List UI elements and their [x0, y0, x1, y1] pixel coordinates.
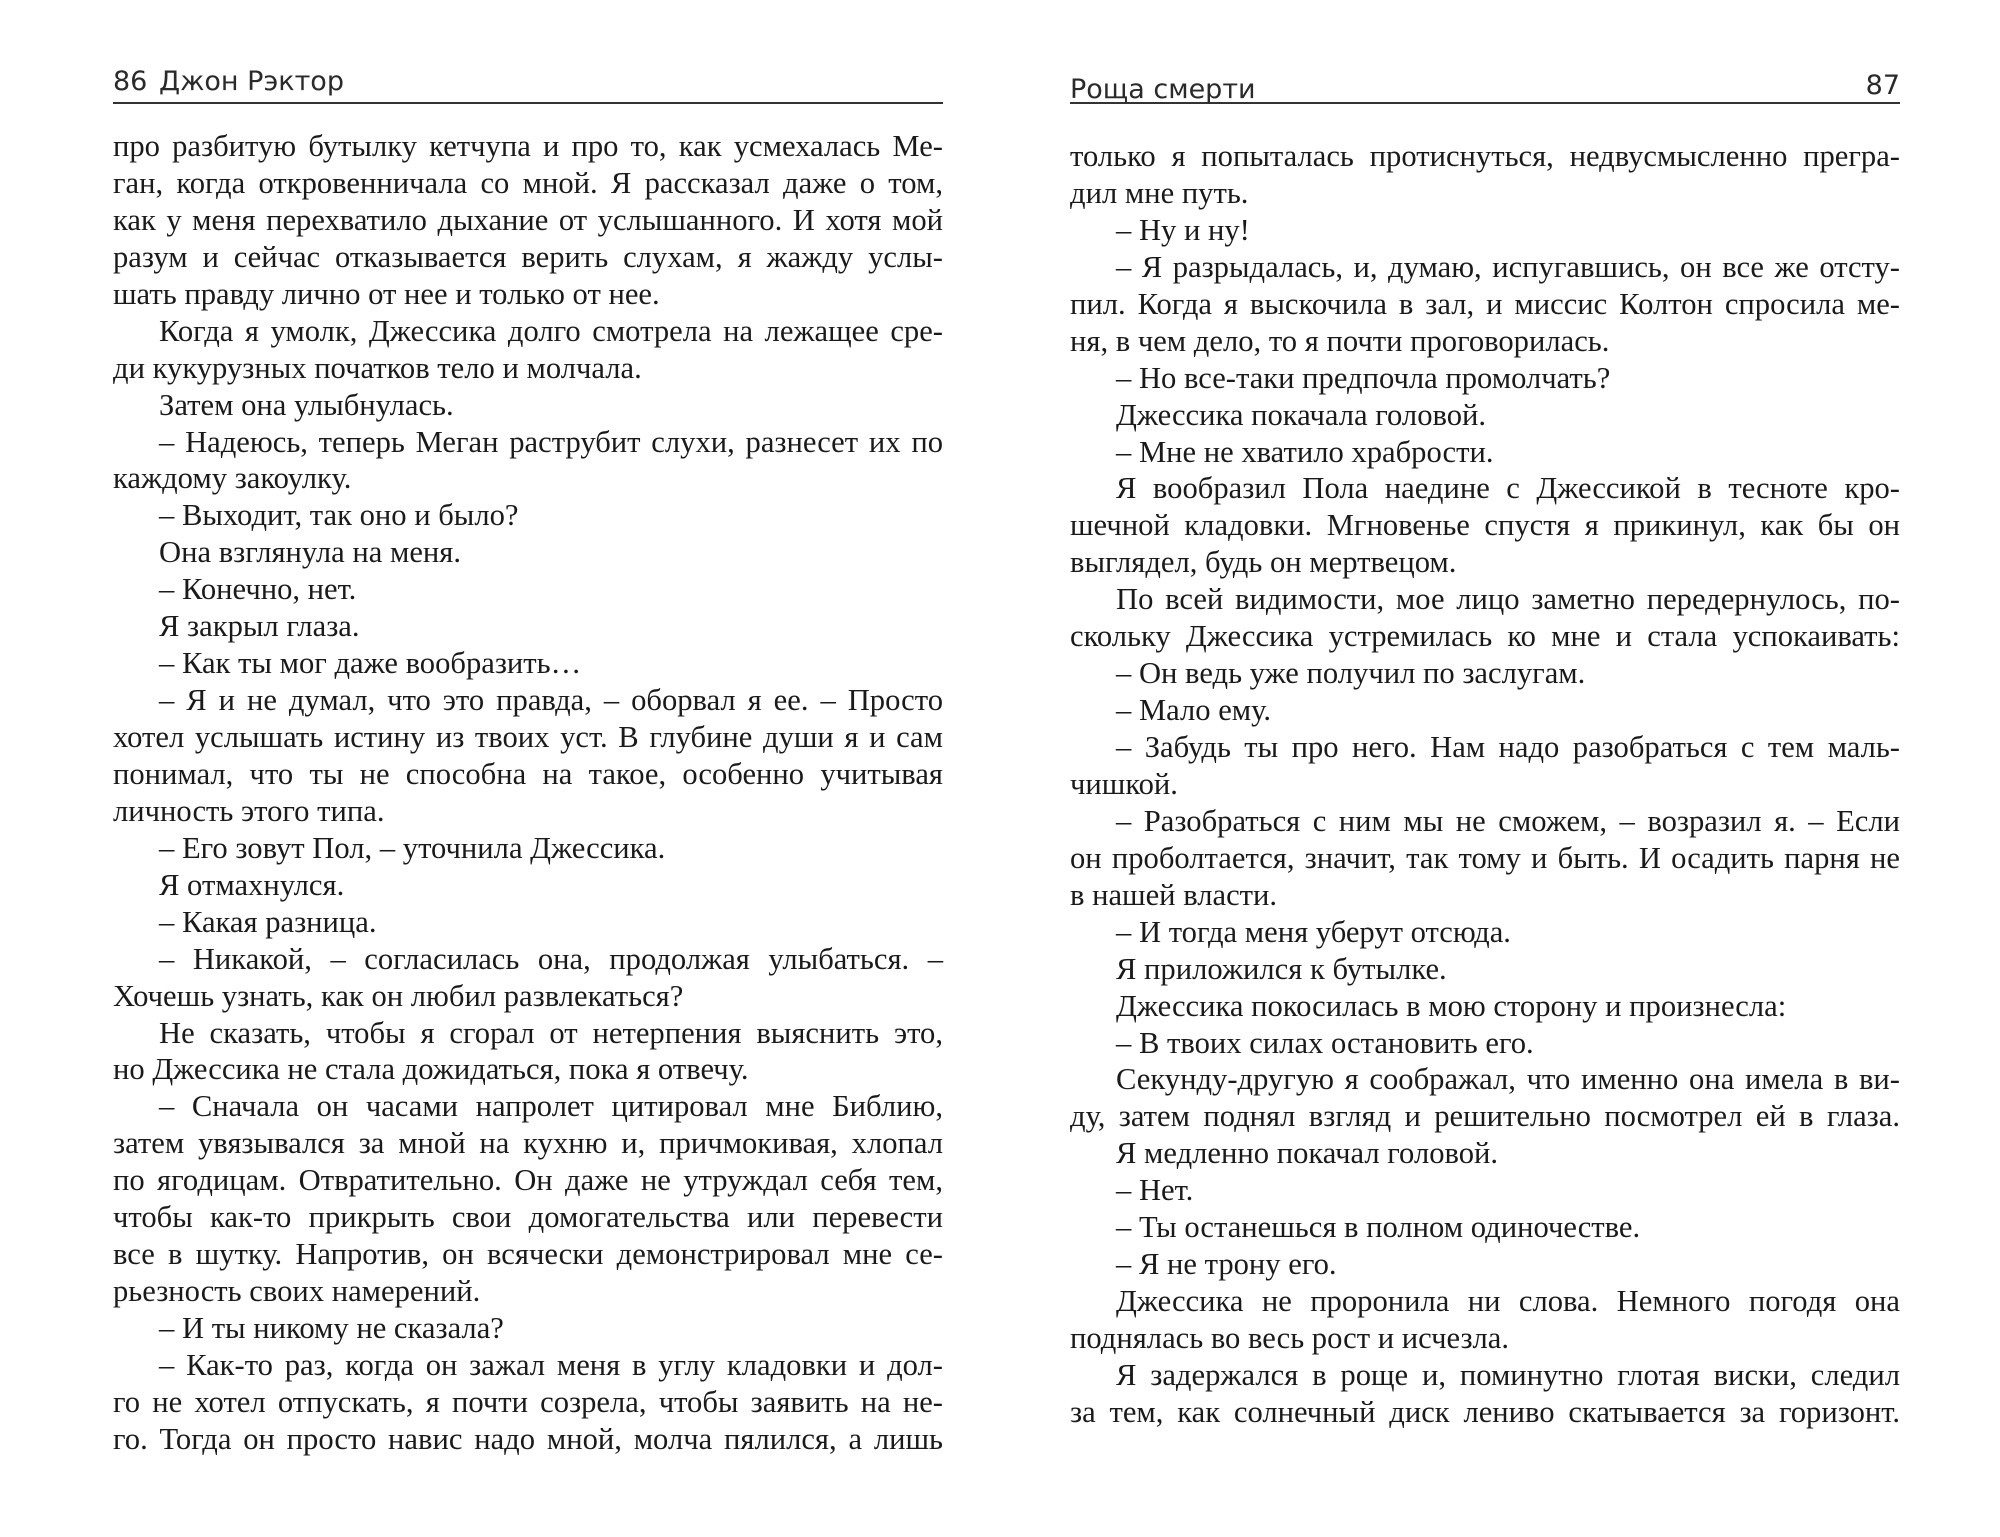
text-line: Я вообразил Пола наедине с Джессикой в тесноте кро-: [1116, 471, 1900, 506]
text-line: в нашей власти.: [1070, 877, 1278, 912]
text-line: Джессика покачала головой.: [1116, 397, 1487, 432]
page-number: 86: [113, 66, 148, 97]
right-running-head: [1070, 62, 1900, 104]
text-line: – Я и не думал, что это правда, – оборвал я ее. – Просто: [159, 683, 943, 718]
right-body-text: [1070, 138, 1900, 1431]
text-line: все в шутку. Напротив, он всячески демонстрировал мне се-: [113, 1237, 943, 1272]
text-line: По всей видимости, мое лицо заметно передернулось, по-: [1116, 582, 1900, 617]
text-line: ду, затем поднял взгляд и решительно посмотрел ей в глаза.: [1070, 1099, 1900, 1134]
text-line: чишкой.: [1070, 766, 1178, 801]
text-line: Когда я умолк, Джессика долго смотрела на лежащее сре-: [159, 313, 943, 348]
text-line: – Мне не хватило храбрости.: [1116, 434, 1494, 469]
text-line: – Ну и ну!: [1116, 212, 1250, 247]
text-line: Хочешь узнать, как он любил развлекаться?: [113, 978, 684, 1013]
text-line: хотел услышать истину из твоих уст. В глубине души я и сам: [113, 720, 943, 754]
text-line: личность этого типа.: [113, 793, 385, 828]
text-line: – Я не трону его.: [1116, 1247, 1337, 1282]
text-line: – Надеюсь, теперь Меган раструбит слухи, разнесет их по: [159, 424, 943, 459]
text-line: понимал, что ты не способна на такое, особенно учитывая: [113, 756, 943, 791]
text-line: он проболтается, значит, так тому и быть. И осадить парня не: [1070, 840, 1900, 875]
left-running-head: [113, 62, 943, 104]
text-line: Джессика не проронила ни слова. Немного погодя она: [1116, 1284, 1900, 1319]
text-line: выглядел, будь он мертвецом.: [1070, 545, 1457, 580]
text-line: Я приложился к бутылке.: [1116, 951, 1447, 986]
text-line: – И тогда меня уберут отсюда.: [1116, 914, 1511, 949]
text-line: ган, когда откровенничала со мной. Я рассказал даже о том,: [113, 165, 943, 200]
left-body-text: [113, 128, 943, 1458]
text-line: – Разобраться с ним мы не сможем, – возразил я. – Если: [1116, 803, 1900, 838]
text-line: – Его зовут Пол, – уточнила Джессика.: [159, 830, 666, 865]
text-line: шать правду лично от нее и только от нее.: [113, 276, 660, 311]
text-line: ди кукурузных початков тело и молчала.: [113, 350, 642, 385]
text-line: – Мало ему.: [1116, 693, 1272, 728]
text-line: Секунду-другую я соображал, что именно она имела в ви-: [1116, 1062, 1900, 1097]
text-line: Я закрыл глаза.: [159, 609, 360, 644]
text-line: Я отмахнулся.: [159, 867, 345, 902]
running-title: Роща смерти: [1070, 74, 1256, 105]
text-line: разум и сейчас отказывается верить слухам, я жажду услы-: [113, 239, 943, 274]
text-line: – Сначала он часами напролет цитировал мне Библию,: [159, 1089, 943, 1124]
text-line: дил мне путь.: [1070, 175, 1249, 210]
text-line: поднялась во весь рост и исчезла.: [1070, 1321, 1510, 1355]
page-number: 87: [1865, 70, 1900, 101]
text-line: Я задержался в роще и, поминутно глотая виски, следил: [1116, 1357, 1900, 1392]
text-line: – И ты никому не сказала?: [159, 1311, 504, 1345]
text-line: Джессика покосилась в мою сторону и произнесла:: [1116, 988, 1787, 1023]
text-line: Затем она улыбнулась.: [159, 387, 454, 422]
text-line: – В твоих силах остановить его.: [1116, 1025, 1534, 1060]
running-title: Джон Рэктор: [159, 66, 344, 97]
text-line: шечной кладовки. Мгновенье спустя я прикинул, как бы он: [1070, 508, 1900, 543]
text-line: про разбитую бутылку кетчупа и про то, как усмехалась Ме-: [113, 129, 943, 163]
text-line: – Какая разница.: [159, 904, 377, 939]
text-line: – Никакой, – согласилась она, продолжая улыбаться. –: [159, 941, 943, 976]
text-line: – Ты останешься в полном одиночестве.: [1116, 1210, 1641, 1245]
text-line: но Джессика не стала дожидаться, пока я отвечу.: [113, 1052, 749, 1087]
text-line: – Он ведь уже получил по заслугам.: [1116, 656, 1586, 691]
text-line: Я медленно покачал головой.: [1116, 1136, 1499, 1171]
text-line: ня, в чем дело, то я почти проговорилась.: [1070, 323, 1610, 358]
text-line: го не хотел отпускать, я почти созрела, чтобы заявить на не-: [113, 1384, 943, 1419]
text-line: как у меня перехватило дыхание от услышанного. И хотя мой: [113, 202, 943, 237]
text-line: – Как-то раз, когда он зажал меня в углу кладовки и дол-: [159, 1347, 943, 1382]
text-line: – Как ты мог даже вообразить…: [159, 646, 582, 681]
text-line: пил. Когда я выскочила в зал, и миссис Колтон спросила ме-: [1070, 286, 1900, 321]
text-line: скольку Джессика устремилась ко мне и стала успокаивать:: [1070, 619, 1900, 654]
text-line: го. Тогда он просто навис надо мной, молча пялился, а лишь: [113, 1421, 943, 1456]
text-line: чтобы как-то прикрыть свои домогательства или перевести: [113, 1200, 943, 1235]
text-line: Не сказать, чтобы я сгорал от нетерпения выяснить это,: [159, 1015, 943, 1050]
text-line: за тем, как солнечный диск лениво скатывается за горизонт.: [1070, 1394, 1900, 1429]
text-line: – Забудь ты про него. Нам надо разобраться с тем маль-: [1116, 730, 1900, 764]
text-line: Она взглянула на меня.: [159, 535, 462, 570]
text-line: каждому закоулку.: [113, 461, 352, 496]
text-line: – Выходит, так оно и было?: [159, 498, 519, 533]
text-line: по ягодицам. Отвратительно. Он даже не утруждал себя тем,: [113, 1163, 943, 1198]
text-line: – Нет.: [1116, 1173, 1194, 1208]
text-line: затем увязывался за мной на кухню и, причмокивая, хлопал: [113, 1126, 943, 1161]
text-line: – Конечно, нет.: [159, 572, 357, 607]
text-line: рьезность своих намерений.: [113, 1274, 481, 1309]
text-line: – Но все-таки предпочла промолчать?: [1116, 360, 1611, 395]
text-line: – Я разрыдалась, и, думаю, испугавшись, он все же отсту-: [1116, 249, 1900, 284]
text-line: только я попыталась протиснуться, недвусмысленно прегра-: [1070, 139, 1900, 173]
